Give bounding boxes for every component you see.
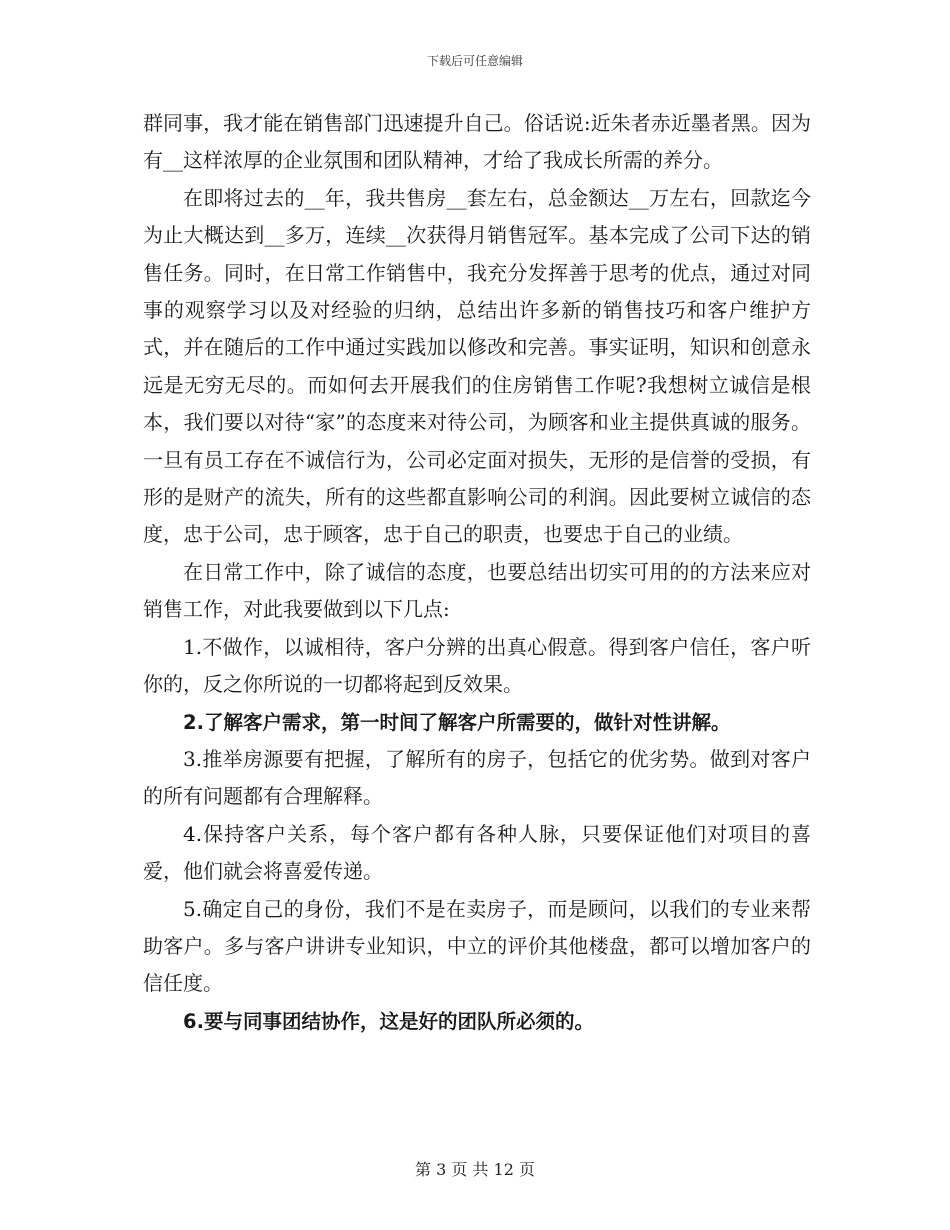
paragraph-sales-summary: 在即将过去的__年，我共售房__套左右，总金额达__万左右，回款迄今为止大概达到__多万，连续__次获得月销售冠军。基本完成了公司下达的销售任务。同时，在日常工作销售中，我充分发挥善于思考的优点，通过对同事的观察学习以及对经验的归纳，总结出许多新的销售技巧和客户维护方式，并在随后的工作中通过实践加以修改和完善。事实证明，知识和创意永远是无穷无尽的。而如何去开展我们的住房销售工作呢?我想树立诚信是根本，我们要以对待“家”的态度来对待公司，为顾客和业主提供真诚的服务。一旦有员工存在不诚信行为，公司必定面对损失，无形的是信誉的受损，有形的是财产的流失，所有的这些都直影响公司的利润。因此要树立诚信的态度，忠于公司，忠于顾客，忠于自己的职责，也要忠于自己的业绩。 (143, 185, 811, 547)
list-item-3: 3.推举房源要有把握，了解所有的房子，包括它的优劣势。做到对客户的所有问题都有合理解释。 (143, 746, 811, 809)
paragraph-methods-intro: 在日常工作中，除了诚信的态度，也要总结出切实可用的的方法来应对销售工作，对此我要做到以下几点: (143, 559, 811, 622)
list-item-2: 2.了解客户需求，第一时间了解客户所需要的，做针对性讲解。 (183, 710, 731, 734)
document-body (143, 105, 811, 1040)
list-item-6: 6.要与同事团结协作，这是好的团队所必须的。 (183, 1009, 594, 1033)
paragraph-continuation: 群同事，我才能在销售部门迅速提升自己。俗话说:近朱者赤近墨者黑。因为有__这样浓厚的企业氛围和团队精神，才给了我成长所需的养分。 (143, 111, 811, 173)
page-header: 下载后可任意编辑 (426, 54, 523, 68)
list-item-5: 5.确定自己的身份，我们不是在卖房子，而是顾问，以我们的专业来帮助客户。多与客户讲讲专业知识，中立的评价其他楼盘，都可以增加客户的信任度。 (143, 896, 811, 996)
page-footer: 第 3 页 共 12 页 (415, 1160, 535, 1179)
list-item-1: 1.不做作，以诚相待，客户分辨的出真心假意。得到客户信任，客户听你的，反之你所说的一切都将起到反效果。 (143, 634, 811, 697)
list-item-4: 4.保持客户关系，每个客户都有各种人脉，只要保证他们对项目的喜爱，他们就会将喜爱传递。 (143, 821, 811, 884)
